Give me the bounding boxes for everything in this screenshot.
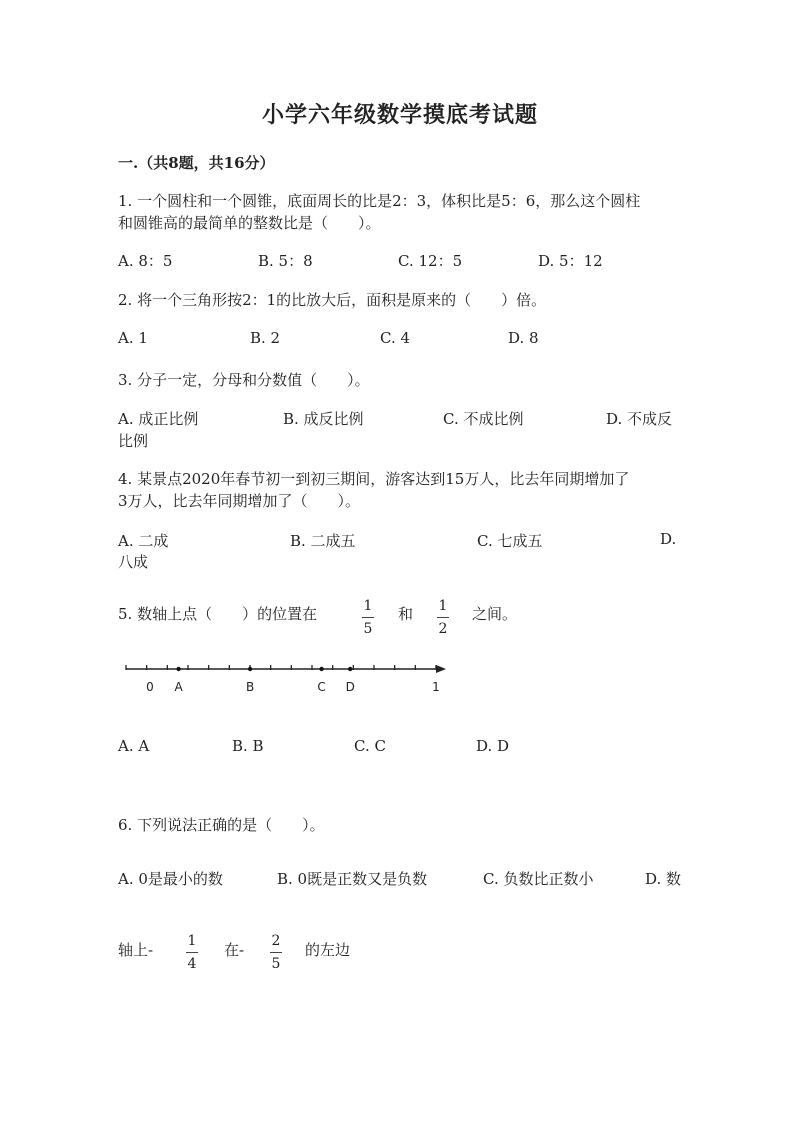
fraction-bar bbox=[186, 952, 198, 953]
q5-fraction-one-fifth bbox=[362, 597, 374, 638]
fraction-denominator: 5 bbox=[271, 956, 281, 972]
question-3-text: 3. 分子一定，分母和分数值（ ）。 bbox=[118, 371, 370, 389]
q1-option-b: B. 5：8 bbox=[258, 252, 313, 270]
q2-option-a: A. 1 bbox=[118, 329, 148, 347]
fraction-bar bbox=[362, 617, 374, 618]
number-line-label-0: 0 bbox=[146, 680, 154, 694]
number-line-point-D bbox=[348, 667, 352, 671]
number-line-arrowhead bbox=[436, 665, 446, 673]
question-5-suffix: 之间。 bbox=[472, 605, 518, 623]
q5-option-c: C. C bbox=[354, 737, 386, 755]
q5-option-d: D. D bbox=[476, 737, 510, 755]
fraction-denominator: 4 bbox=[187, 956, 197, 972]
question-1-text-line-1: 1. 一个圆柱和一个圆锥，底面周长的比是2：3，体积比是5：6，那么这个圆柱 bbox=[118, 192, 641, 210]
q6-wrap-prefix: 轴上- bbox=[118, 941, 154, 959]
q4-option-c: C. 七成五 bbox=[477, 532, 543, 550]
number-line bbox=[118, 655, 458, 700]
number-line-label-B: B bbox=[245, 680, 255, 694]
q3-option-c: C. 不成比例 bbox=[443, 410, 524, 428]
question-4-text-line-1: 4. 某景点2020年春节初一到初三期间，游客达到15万人，比去年同期增加了 bbox=[118, 470, 630, 488]
q5-fraction-one-half bbox=[437, 597, 449, 638]
number-line-label-A: A bbox=[174, 680, 183, 694]
q5-option-b: B. B bbox=[232, 737, 264, 755]
q2-option-b: B. 2 bbox=[250, 329, 281, 347]
question-6-text: 6. 下列说法正确的是（ ）。 bbox=[118, 816, 325, 834]
q6-fraction-one-quarter bbox=[186, 932, 198, 973]
fraction-numerator: 2 bbox=[271, 933, 281, 949]
number-line-point-C bbox=[319, 667, 323, 671]
q6-wrap-mid: 在- bbox=[224, 941, 245, 959]
fraction-numerator: 1 bbox=[187, 933, 197, 949]
number-line-point-B bbox=[248, 667, 252, 671]
number-line-label-1: 1 bbox=[432, 680, 440, 694]
q5-option-a: A. A bbox=[118, 737, 150, 755]
question-5-prefix: 5. 数轴上点（ ）的位置在 bbox=[118, 605, 318, 623]
q4-option-d: D. bbox=[660, 530, 677, 548]
q2-option-c: C. 4 bbox=[380, 329, 411, 347]
number-line-label-C: C bbox=[317, 680, 326, 694]
fraction-denominator: 2 bbox=[438, 621, 448, 637]
q6-option-d: D. 数 bbox=[645, 870, 682, 888]
fraction-numerator: 1 bbox=[363, 598, 373, 614]
question-4-text-line-2: 3万人，比去年同期增加了（ ）。 bbox=[118, 492, 361, 510]
q6-option-a: A. 0是最小的数 bbox=[118, 870, 223, 888]
q6-option-c: C. 负数比正数小 bbox=[483, 870, 594, 888]
fraction-bar bbox=[437, 617, 449, 618]
q4-option-d-wrap: 八成 bbox=[118, 553, 149, 571]
question-1-text-line-2: 和圆锥高的最简单的整数比是（ ）。 bbox=[118, 214, 381, 232]
q3-option-a: A. 成正比例 bbox=[118, 410, 199, 428]
question-5-mid: 和 bbox=[398, 605, 414, 623]
section-header: 一.（共8题，共16分） bbox=[118, 154, 275, 172]
q3-option-b: B. 成反比例 bbox=[283, 410, 364, 428]
q2-option-d: D. 8 bbox=[508, 329, 539, 347]
fraction-numerator: 1 bbox=[438, 598, 448, 614]
q1-option-d: D. 5：12 bbox=[538, 252, 603, 270]
q1-option-c: C. 12：5 bbox=[398, 252, 463, 270]
page-title: 小学六年级数学摸底考试题 bbox=[261, 102, 538, 128]
number-line-label-D: D bbox=[345, 680, 355, 694]
q3-option-d: D. 不成反 bbox=[606, 410, 673, 428]
q1-option-a: A. 8：5 bbox=[118, 252, 173, 270]
fraction-denominator: 5 bbox=[363, 621, 373, 637]
q6-fraction-two-fifths bbox=[270, 932, 282, 973]
q6-option-b: B. 0既是正数又是负数 bbox=[277, 870, 428, 888]
q4-option-b: B. 二成五 bbox=[290, 532, 356, 550]
q4-option-a: A. 二成 bbox=[118, 532, 169, 550]
number-line-point-A bbox=[176, 667, 180, 671]
fraction-bar bbox=[270, 952, 282, 953]
q3-option-d-wrap: 比例 bbox=[118, 432, 149, 450]
q6-wrap-suffix: 的左边 bbox=[305, 941, 351, 959]
question-2-text: 2. 将一个三角形按2：1的比放大后，面积是原来的（ ）倍。 bbox=[118, 291, 547, 309]
